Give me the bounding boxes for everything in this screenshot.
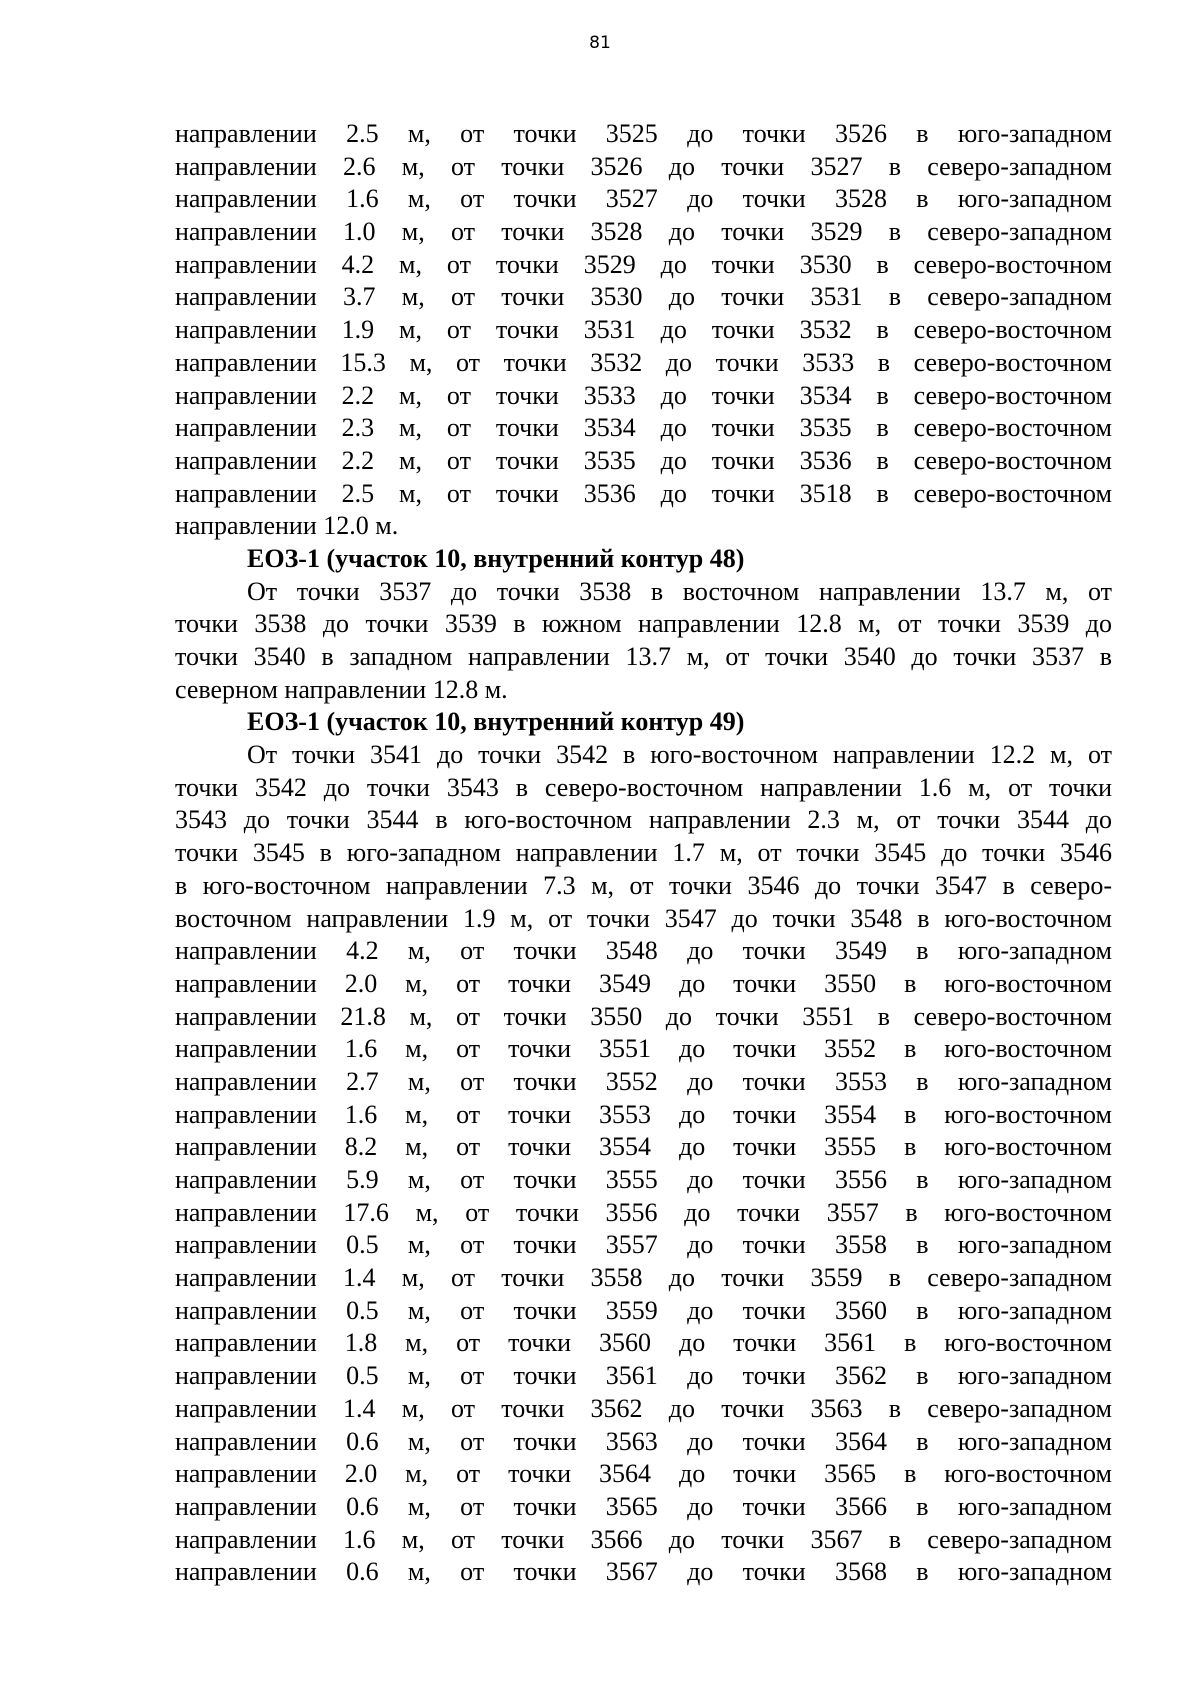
text-line: направлении 1.6 м, от точки 3551 до точки 3552 в юго-восточном [175,1034,1112,1064]
text-line: направлении 2.6 м, от точки 3526 до точки 3527 в северо-западном [175,151,1112,181]
text-line: направлении 8.2 м, от точки 3554 до точки 3555 в юго-восточном [175,1132,1112,1162]
text-line: направлении 12.0 м. [175,511,399,541]
text-line: направлении 2.5 м, от точки 3536 до точки 3518 в северо-восточном [175,478,1112,508]
text-line: восточном направлении 1.9 м, от точки 3547 до точки 3548 в юго-восточном [175,903,1112,933]
paragraph-contour-48 [175,576,1112,707]
text-line: направлении 1.4 м, от точки 3558 до точки 3559 в северо-западном [175,1263,1112,1293]
text-line: направлении 2.3 м, от точки 3534 до точки 3535 в северо-восточном [175,413,1112,443]
text-line: направлении 1.8 м, от точки 3560 до точки 3561 в юго-восточном [175,1328,1112,1358]
text-line: направлении 4.2 м, от точки 3529 до точки 3530 в северо-восточном [175,249,1112,279]
document-body [175,118,1112,1589]
text-line: направлении 0.5 м, от точки 3561 до точки 3562 в юго-западном [175,1361,1112,1391]
paragraph-contour-49 [175,739,1112,1589]
text-line: направлении 0.6 м, от точки 3563 до точки 3564 в юго-западном [175,1426,1112,1456]
text-line: направлении 5.9 м, от точки 3555 до точки 3556 в юго-западном [175,1165,1112,1194]
paragraph-contour-continuation [175,118,1112,543]
text-line: направлении 15.3 м, от точки 3532 до точки 3533 в северо-восточном [175,347,1112,377]
text-line: направлении 1.0 м, от точки 3528 до точки 3529 в северо-западном [175,217,1112,247]
text-line: направлении 0.6 м, от точки 3565 до точки 3566 в юго-западном [175,1491,1112,1521]
section-heading-contour-49: ЕОЗ-1 (участок 10, внутренний контур 49) [247,707,745,737]
text-line: северном направлении 12.8 м. [175,674,508,704]
text-line: 3543 до точки 3544 в юго-восточном направлении 2.3 м, от точки 3544 до [175,805,1112,835]
text-line: в юго-восточном направлении 7.3 м, от точки 3546 до точки 3547 в северо- [175,870,1112,900]
text-line: направлении 0.5 м, от точки 3557 до точки 3558 в юго-западном [175,1230,1112,1260]
text-line: точки 3545 в юго-западном направлении 1.7 м, от точки 3545 до точки 3546 [175,838,1112,868]
text-line: направлении 1.9 м, от точки 3531 до точки 3532 в северо-восточном [175,315,1112,345]
text-line: направлении 0.6 м, от точки 3567 до точки 3568 в юго-западном [175,1557,1112,1587]
text-line: направлении 3.7 м, от точки 3530 до точки 3531 в северо-западном [175,282,1112,312]
text-line: направлении 2.5 м, от точки 3525 до точки 3526 в юго-западном [175,119,1112,148]
text-line: направлении 1.6 м, от точки 3566 до точки 3567 в северо-западном [175,1524,1112,1554]
text-line: направлении 21.8 м, от точки 3550 до точки 3551 в северо-восточном [175,1001,1112,1031]
text-line: направлении 1.4 м, от точки 3562 до точки 3563 в северо-западном [175,1393,1112,1423]
text-line: точки 3538 до точки 3539 в южном направлении 12.8 м, от точки 3539 до [175,609,1112,639]
text-line: направлении 1.6 м, от точки 3553 до точки 3554 в юго-восточном [175,1099,1112,1129]
text-line: направлении 2.2 м, от точки 3535 до точки 3536 в северо-восточном [175,445,1112,475]
text-line: точки 3542 до точки 3543 в северо-восточном направлении 1.6 м, от точки [175,772,1112,802]
text-line: направлении 2.2 м, от точки 3533 до точки 3534 в северо-восточном [175,380,1112,410]
text-line: От точки 3541 до точки 3542 в юго-восточном направлении 12.2 м, от [247,740,1112,770]
text-line: точки 3540 в западном направлении 13.7 м, от точки 3540 до точки 3537 в [175,642,1112,671]
text-line: направлении 2.0 м, от точки 3564 до точки 3565 в юго-восточном [175,1459,1112,1489]
text-line: направлении 2.7 м, от точки 3552 до точки 3553 в юго-западном [175,1066,1112,1096]
page-number: 81 [589,33,611,53]
text-line: направлении 4.2 м, от точки 3548 до точки 3549 в юго-западном [175,936,1112,966]
section-heading-contour-48: ЕОЗ-1 (участок 10, внутренний контур 48) [247,543,745,573]
text-line: направлении 1.6 м, от точки 3527 до точки 3528 в юго-западном [175,184,1112,214]
text-line: направлении 2.0 м, от точки 3549 до точки 3550 в юго-восточном [175,968,1112,998]
text-line: От точки 3537 до точки 3538 в восточном направлении 13.7 м, от [247,576,1112,606]
text-line: направлении 0.5 м, от точки 3559 до точки 3560 в юго-западном [175,1295,1112,1325]
text-line: направлении 17.6 м, от точки 3556 до точки 3557 в юго-восточном [175,1197,1112,1227]
